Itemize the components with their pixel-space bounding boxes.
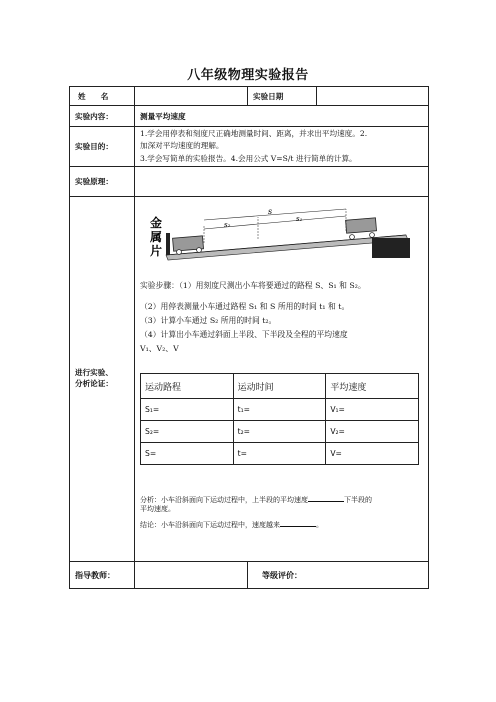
step-1: 实验步骤：（1）用刻度尺测出小车将要通过的路程 S、S₁ 和 S₂。 <box>140 281 366 290</box>
cell-v2[interactable]: V₂= <box>326 421 419 443</box>
conclusion-text-a: 结论：小车沿斜面向下运动过程中，速度越来 <box>140 521 280 529</box>
principle-label: 实验原理： <box>75 177 113 186</box>
analysis-text-a: 分析：小车沿斜面向下运动过程中，上半段的平均速度 <box>140 496 308 504</box>
conclusion-line <box>140 518 323 531</box>
cell-t[interactable]: t= <box>233 443 326 465</box>
label-s: s <box>268 207 273 216</box>
purpose-line-1: 1.学会用停表和刻度尺正确地测量时间、距离，并求出平均速度。2. <box>140 129 368 138</box>
cell-s2[interactable]: S₂= <box>141 421 234 443</box>
header-time: 运动时间 <box>233 374 326 399</box>
analysis-line-2: 平均速度。 <box>140 505 175 513</box>
conclusion-text-b: 。 <box>316 521 323 529</box>
experiment-label-2: 分析论证： <box>75 379 113 388</box>
header-speed: 平均速度 <box>326 374 419 399</box>
table-row <box>141 421 419 443</box>
header-path: 运动路程 <box>141 374 234 399</box>
cart-top <box>346 218 377 240</box>
cell-t2[interactable]: t₂= <box>233 421 326 443</box>
metal-plate-label-3: 片 <box>150 244 163 258</box>
cell-v1[interactable]: V₁= <box>326 399 419 421</box>
date-label: 实验日期 <box>253 92 284 101</box>
metal-plate-label-2: 属 <box>150 230 163 244</box>
table-row <box>141 443 419 465</box>
cell-t1[interactable]: t₁= <box>233 399 326 421</box>
data-table <box>140 373 419 465</box>
cell-v[interactable]: V= <box>326 443 419 465</box>
cell-s1[interactable]: S₁= <box>141 399 234 421</box>
metal-plate-label-1: 金 <box>150 216 163 230</box>
content-label: 实验内容： <box>75 112 113 121</box>
grade-label: 等级评价： <box>262 570 302 580</box>
teacher-label: 指导教师： <box>75 570 115 580</box>
cell-s[interactable]: S= <box>141 443 234 465</box>
cart-bottom <box>173 236 204 255</box>
table-header-row <box>141 374 419 399</box>
table-row <box>141 399 419 421</box>
step-4: （4）计算出小车通过斜面上半段、下半段及全程的平均速度 <box>140 330 348 339</box>
step-3: （3）计算小车通过 S₂ 所用的时间 t₂。 <box>140 316 277 325</box>
name-label: 姓 名 <box>78 92 109 101</box>
purpose-line-3: 3.学会写简单的实验报告。4.会用公式 V=S/t 进行简单的计算。 <box>140 154 357 163</box>
analysis-text-b: 下半段的 <box>344 496 372 504</box>
page-title: 八年级物理实验报告 <box>187 68 309 83</box>
experiment-label-1: 进行实验、 <box>75 368 113 377</box>
step-2: （2）用停表测量小车通过路程 S₁ 和 S 所用的时间 t₁ 和 t。 <box>140 302 350 311</box>
apparatus-figure <box>146 205 412 265</box>
purpose-label: 实验目的： <box>75 142 113 151</box>
content-value: 测量平均速度 <box>140 112 186 121</box>
conclusion-blank[interactable] <box>280 518 316 527</box>
analysis-blank[interactable] <box>308 493 344 502</box>
purpose-line-2: 加深对平均速度的理解。 <box>140 141 224 150</box>
label-s2: s₂ <box>224 221 231 229</box>
label-s1: s₁ <box>296 215 303 223</box>
support-block <box>372 238 410 258</box>
step-4b: V₁、V₂、V <box>140 344 179 353</box>
metal-plate <box>166 233 170 255</box>
